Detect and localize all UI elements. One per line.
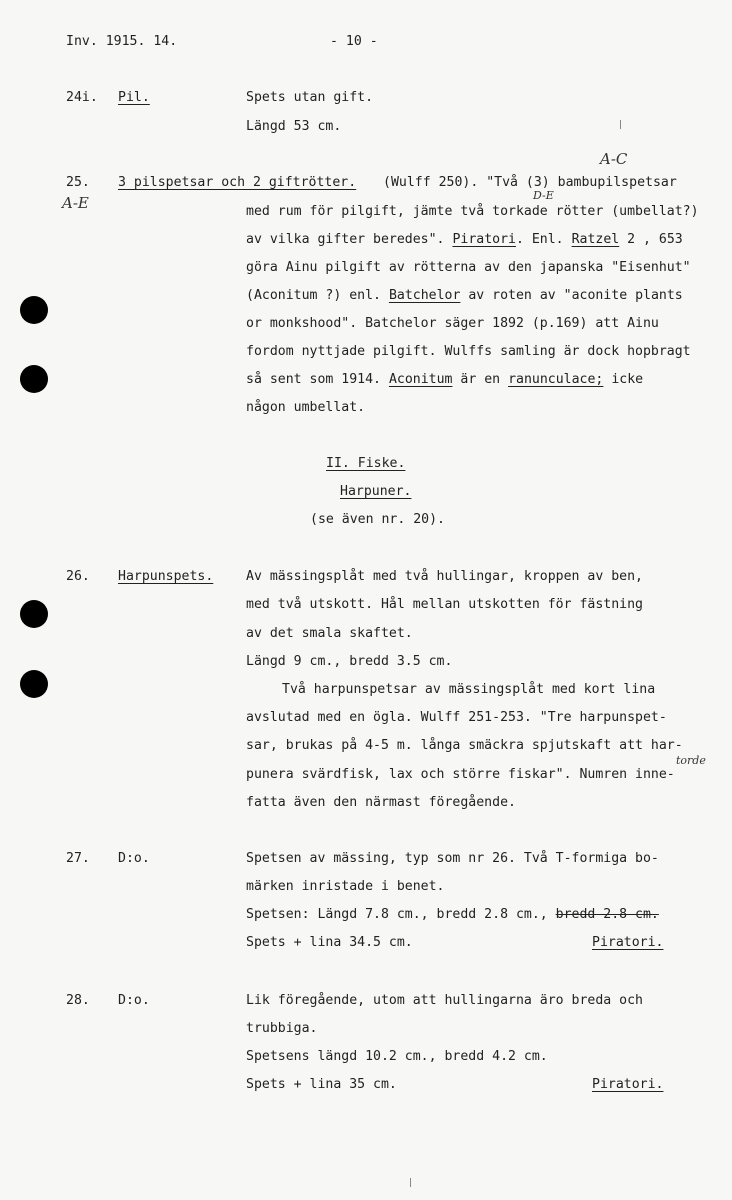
entry-line: (Aconitum ?) enl. Batchelor av roten av "aconite plants [246, 288, 683, 303]
entry-line: (Wulff 250). "Två (3) bambupilspetsar [383, 175, 677, 190]
entry-line: Spetsen: Längd 7.8 cm., bredd 2.8 cm., bredd 2.8 cm. [246, 907, 659, 922]
entry-line: Två harpunspetsar av mässingsplåt med kort lina [282, 682, 656, 697]
entry-title: Harpunspets. [118, 569, 214, 584]
punch-hole [20, 600, 48, 628]
entry-line: av vilka gifter beredes". Piratori. Enl. Ratzel 2 , 653 [246, 232, 683, 247]
entry-line: Spetsen av mässing, typ som nr 26. Två T-formiga bo- [246, 851, 659, 866]
entry-line: med rum för pilgift, jämte två torkade rötter (umbellat?) [246, 204, 699, 219]
entry-line: punera svärdfisk, lax och större fiskar". Numren inne- [246, 767, 675, 782]
entry-line: Spets + lina 35 cm. [246, 1077, 397, 1092]
page-number: - 10 - [330, 34, 378, 49]
entry-line: Spetsens längd 10.2 cm., bredd 4.2 cm. [246, 1049, 548, 1064]
handwritten-note: D-E [533, 189, 554, 202]
handwritten-note: torde [676, 754, 706, 767]
entry-line: Lik föregående, utom att hullingarna äro breda och [246, 993, 643, 1008]
entry-number: 27. [66, 851, 90, 866]
entry-line: så sent som 1914. Aconitum är en ranunculace; icke [246, 372, 644, 387]
entry-line: fatta även den närmast föregående. [246, 795, 516, 810]
punch-hole [20, 670, 48, 698]
entry-line: Spets + lina 34.5 cm. [246, 935, 413, 950]
mark [410, 1178, 411, 1187]
entry-line: någon umbellat. [246, 400, 366, 415]
entry-title: D:o. [118, 993, 150, 1008]
place-name: Piratori. [592, 1077, 664, 1092]
entry-line: Spets utan gift. [246, 90, 374, 105]
entry-line: Av mässingsplåt med två hullingar, kroppen av ben, [246, 569, 643, 584]
entry-title: 3 pilspetsar och 2 giftrötter. [118, 175, 357, 190]
section-subtitle: Harpuner. [340, 484, 412, 499]
mark [620, 120, 621, 129]
entry-title: D:o. [118, 851, 150, 866]
punch-hole [20, 365, 48, 393]
section-note: (se även nr. 20). [310, 512, 445, 527]
margin-note: A-E [62, 194, 89, 212]
inventory-number: Inv. 1915. 14. [66, 34, 178, 49]
entry-line: fordom nyttjade pilgift. Wulffs samling är dock hopbragt [246, 344, 691, 359]
section-title: II. Fiske. [326, 456, 406, 471]
entry-line: med två utskott. Hål mellan utskotten för fästning [246, 597, 643, 612]
entry-number: 28. [66, 993, 90, 1008]
handwritten-note: A-C [600, 150, 628, 168]
place-name: Piratori. [592, 935, 664, 950]
entry-number: 26. [66, 569, 90, 584]
punch-hole [20, 296, 48, 324]
entry-line: Längd 9 cm., bredd 3.5 cm. [246, 654, 453, 669]
entry-number: 24i. [66, 90, 98, 105]
entry-line: Längd 53 cm. [246, 119, 342, 134]
entry-line: trubbiga. [246, 1021, 318, 1036]
entry-number: 25. [66, 175, 90, 190]
entry-line: av det smala skaftet. [246, 626, 413, 641]
entry-line: göra Ainu pilgift av rötterna av den japanska "Eisenhut" [246, 260, 691, 275]
entry-title: Pil. [118, 90, 150, 105]
entry-line: avslutad med en ögla. Wulff 251-253. "Tre harpunspet- [246, 710, 667, 725]
entry-line: märken inristade i benet. [246, 879, 445, 894]
entry-line: or monkshood". Batchelor säger 1892 (p.169) att Ainu [246, 316, 659, 331]
entry-line: sar, brukas på 4-5 m. långa smäckra spjutskaft att har- [246, 738, 683, 753]
